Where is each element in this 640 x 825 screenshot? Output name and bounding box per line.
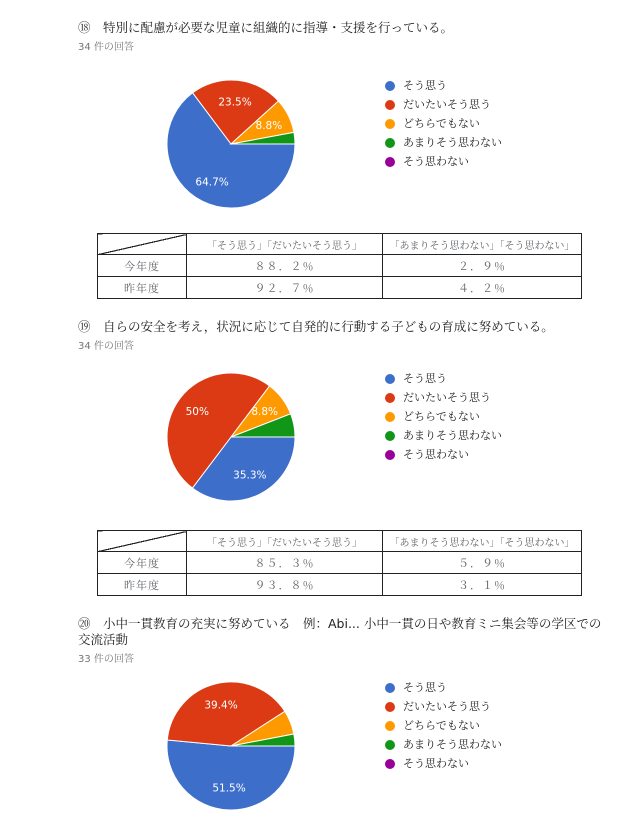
chart-row <box>0 680 640 812</box>
legend-label: だいたいそう思う <box>403 700 491 713</box>
legend-color-dot <box>385 431 395 441</box>
question-section-20 <box>0 616 640 812</box>
table-row <box>98 255 582 277</box>
pie-chart <box>165 78 297 210</box>
pie-slice-percentage-label: 64.7% <box>195 176 229 189</box>
legend-item <box>385 137 502 149</box>
legend-label: あまりそう思わない <box>403 429 502 442</box>
table-corner-cell <box>98 531 187 552</box>
legend-item <box>385 411 502 423</box>
chart-legend <box>385 682 502 777</box>
table-col-header-agree: 「そう思う」「だいたいそう思う」 <box>187 234 383 255</box>
value-cell: ９３．８％ <box>187 574 383 596</box>
legend-color-dot <box>385 81 395 91</box>
legend-label: そう思う <box>403 372 447 385</box>
legend-label: そう思わない <box>403 155 469 168</box>
value-cell: ９２．７％ <box>187 277 383 299</box>
legend-color-dot <box>385 721 395 731</box>
question-title: ⑱ 特別に配慮が必要な児童に組織的に指導・支援を行っている。 <box>78 20 454 35</box>
response-count: 33 件の回答 <box>78 654 134 665</box>
legend-item <box>385 80 502 92</box>
legend-label: どちらでもない <box>403 410 480 423</box>
legend-color-dot <box>385 393 395 403</box>
value-cell: ２．９％ <box>383 255 582 277</box>
legend-label: あまりそう思わない <box>403 136 502 149</box>
legend-label: そう思う <box>403 79 447 92</box>
comparison-table <box>97 233 582 299</box>
table-row <box>98 552 582 574</box>
value-cell: ８５．３％ <box>187 552 383 574</box>
question-title: ⑲ 自らの安全を考え，状況に応じて自発的に行動する子どもの育成に努めている。 <box>78 319 554 334</box>
pie-slice-percentage-label: 23.5% <box>218 96 252 109</box>
legend-label: だいたいそう思う <box>403 391 491 404</box>
legend-color-dot <box>385 740 395 750</box>
legend-item <box>385 739 502 751</box>
legend-label: そう思わない <box>403 448 469 461</box>
question-section-19 <box>0 319 640 596</box>
pie-slice-percentage-label: 39.4% <box>204 699 238 712</box>
row-label: 今年度 <box>98 552 187 574</box>
pie-chart <box>165 371 297 503</box>
legend-color-dot <box>385 450 395 460</box>
legend-item <box>385 373 502 385</box>
row-label: 今年度 <box>98 255 187 277</box>
pie-chart <box>165 680 297 812</box>
value-cell: ３．１％ <box>383 574 582 596</box>
table-row <box>98 277 582 299</box>
value-cell: ４．２％ <box>383 277 582 299</box>
table-header-row <box>98 531 582 552</box>
chart-legend <box>385 373 502 468</box>
table-col-header-disagree: 「あまりそう思わない」「そう思わない」 <box>383 531 582 552</box>
chart-row <box>0 78 640 210</box>
question-section-18 <box>0 20 640 299</box>
table-col-header-disagree: 「あまりそう思わない」「そう思わない」 <box>383 234 582 255</box>
legend-label: どちらでもない <box>403 117 480 130</box>
table-corner-cell <box>98 234 187 255</box>
legend-color-dot <box>385 138 395 148</box>
legend-label: そう思わない <box>403 757 469 770</box>
table-header-row <box>98 234 582 255</box>
legend-label: あまりそう思わない <box>403 738 502 751</box>
legend-label: だいたいそう思う <box>403 98 491 111</box>
table-col-header-agree: 「そう思う」「だいたいそう思う」 <box>187 531 383 552</box>
legend-color-dot <box>385 759 395 769</box>
legend-item <box>385 392 502 404</box>
table-row <box>98 574 582 596</box>
legend-color-dot <box>385 683 395 693</box>
legend-label: どちらでもない <box>403 719 480 732</box>
chart-legend <box>385 80 502 175</box>
legend-item <box>385 701 502 713</box>
legend-item <box>385 118 502 130</box>
legend-color-dot <box>385 374 395 384</box>
legend-color-dot <box>385 412 395 422</box>
row-label: 昨年度 <box>98 574 187 596</box>
comparison-table <box>97 530 582 596</box>
legend-item <box>385 720 502 732</box>
question-title: ⑳ 小中一貫教育の充実に努めている 例：Abi... 小中一貫の日や教育ミニ集会等の学区での交流活動 <box>78 616 602 647</box>
pie-slice-percentage-label: 8.8% <box>251 406 279 419</box>
pie-slice-percentage-label: 51.5% <box>212 782 246 795</box>
pie-slice <box>167 740 295 810</box>
legend-color-dot <box>385 157 395 167</box>
response-count: 34 件の回答 <box>78 42 134 53</box>
legend-item <box>385 449 502 461</box>
legend-color-dot <box>385 100 395 110</box>
survey-results-page <box>0 20 640 812</box>
row-label: 昨年度 <box>98 277 187 299</box>
pie-slice-percentage-label: 8.8% <box>255 119 283 132</box>
pie-slice-percentage-label: 35.3% <box>233 469 267 482</box>
legend-item <box>385 99 502 111</box>
response-count: 34 件の回答 <box>78 341 134 352</box>
legend-item <box>385 682 502 694</box>
chart-row <box>0 371 640 503</box>
legend-item <box>385 156 502 168</box>
value-cell: ５．９％ <box>383 552 582 574</box>
legend-label: そう思う <box>403 681 447 694</box>
legend-item <box>385 430 502 442</box>
legend-color-dot <box>385 702 395 712</box>
value-cell: ８８．２％ <box>187 255 383 277</box>
legend-color-dot <box>385 119 395 129</box>
legend-item <box>385 758 502 770</box>
pie-slice-percentage-label: 50% <box>185 406 209 419</box>
